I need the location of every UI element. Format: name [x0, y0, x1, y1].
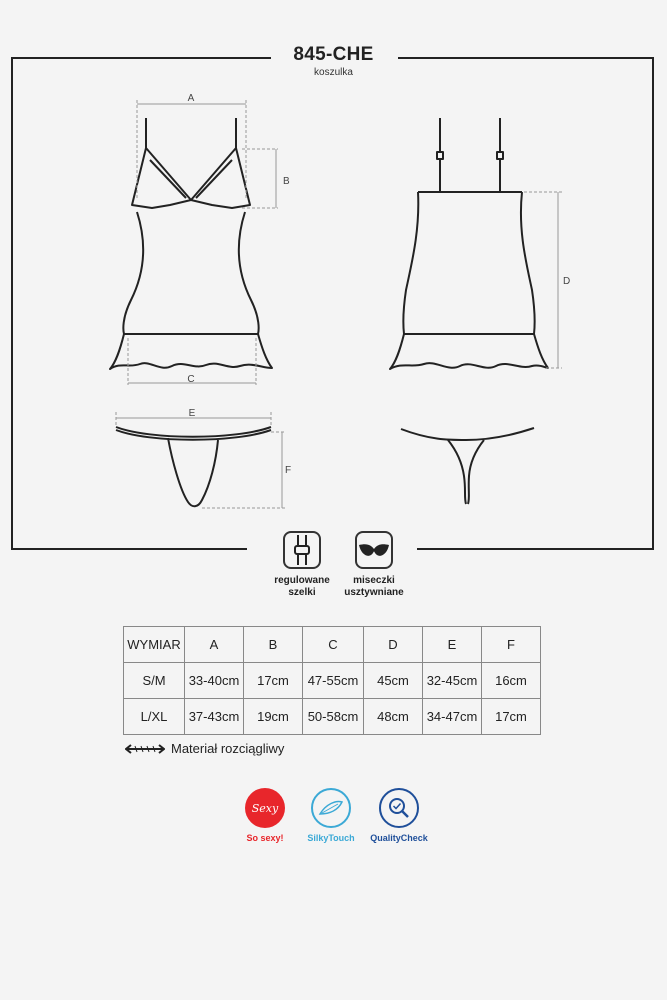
feather-icon	[311, 788, 351, 828]
table-cell: L/XL	[124, 699, 185, 735]
feature-label-line1: miseczki	[353, 575, 395, 586]
feature-label-line1: regulowane	[274, 575, 330, 586]
size-table	[123, 626, 541, 735]
dim-label-c: C	[187, 374, 195, 385]
double-arrow-icon	[125, 744, 165, 754]
table-cell: 17cm	[482, 699, 541, 735]
badge-label: SilkyTouch	[307, 833, 355, 843]
magnifier-check-icon	[379, 788, 419, 828]
table-header-cell: WYMIAR	[124, 627, 185, 663]
table-cell: S/M	[124, 663, 185, 699]
stretch-note-text: Materiał rozciągliwy	[171, 741, 285, 756]
table-cell: 37-43cm	[185, 699, 244, 735]
product-type: koszulka	[314, 67, 353, 78]
table-header-cell: D	[364, 627, 423, 663]
badge-silky-touch	[300, 788, 362, 843]
dim-label-f: F	[285, 465, 292, 476]
table-cell: 48cm	[364, 699, 423, 735]
table-cell: 16cm	[482, 663, 541, 699]
table-header-row	[124, 627, 541, 663]
feature-adjustable-straps	[270, 531, 334, 599]
badge-so-sexy	[234, 788, 296, 843]
table-header-cell: B	[244, 627, 303, 663]
chemise-front-drawing	[110, 118, 272, 369]
stretch-note	[125, 741, 284, 756]
table-cell: 47-55cm	[303, 663, 364, 699]
table-header-cell: C	[303, 627, 364, 663]
front-dimension-lines	[128, 100, 278, 385]
badge-label: So sexy!	[246, 833, 284, 843]
table-cell: 17cm	[244, 663, 303, 699]
dim-label-e: E	[188, 408, 196, 419]
feature-label-line2: usztywniane	[344, 587, 404, 598]
table-row	[124, 663, 541, 699]
thong-front-drawing	[116, 427, 271, 506]
dim-label-d: D	[563, 276, 571, 287]
padded-cups-icon	[355, 531, 393, 569]
table-cell: 32-45cm	[423, 663, 482, 699]
product-code: 845-CHE	[293, 44, 374, 65]
badge-quality-check	[364, 788, 434, 843]
table-cell: 45cm	[364, 663, 423, 699]
table-cell: 50-58cm	[303, 699, 364, 735]
table-cell: 19cm	[244, 699, 303, 735]
table-header-cell: F	[482, 627, 541, 663]
adjustable-straps-icon	[283, 531, 321, 569]
sexy-icon-text: Sexy	[251, 801, 279, 815]
feature-padded-cups	[340, 531, 408, 599]
feature-label-line2: szelki	[288, 587, 316, 598]
table-header-cell: E	[423, 627, 482, 663]
dim-label-b: B	[283, 176, 290, 187]
table-header-cell: A	[185, 627, 244, 663]
badge-label: QualityCheck	[370, 833, 428, 843]
table-row	[124, 699, 541, 735]
sexy-badge-icon	[245, 788, 285, 828]
dim-label-a: A	[187, 93, 195, 104]
thong-back-drawing	[401, 428, 534, 504]
table-cell: 34-47cm	[423, 699, 482, 735]
table-cell: 33-40cm	[185, 663, 244, 699]
chemise-back-drawing	[390, 118, 548, 369]
